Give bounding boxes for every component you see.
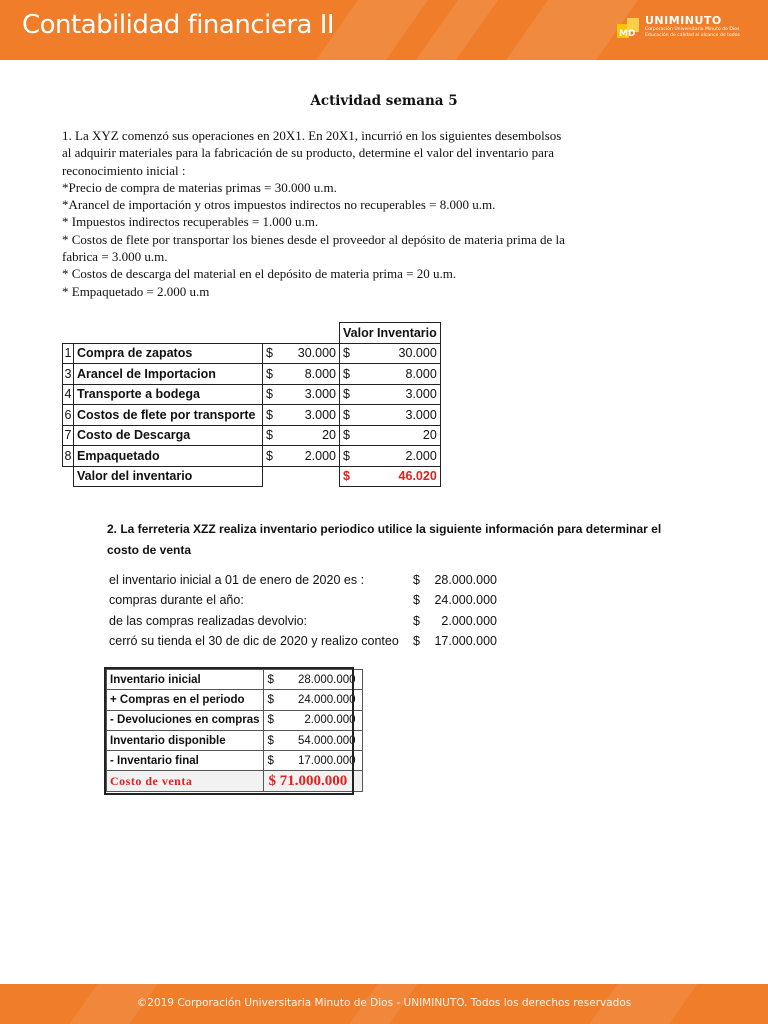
row-number: 4 (63, 384, 74, 405)
currency-sign: $ (263, 670, 285, 690)
row-value: 2.000 (368, 446, 441, 467)
row-value: 8.000 (368, 364, 441, 385)
table-row (63, 425, 441, 446)
row-number: 7 (63, 425, 74, 446)
currency-sign: $ (263, 446, 290, 467)
row-label: Inventario inicial (107, 670, 264, 690)
row-number: 8 (63, 446, 74, 467)
data-amount: 2.000.000 (441, 613, 497, 628)
logo-mark-icon (617, 16, 641, 44)
currency-sign: $ (263, 690, 285, 710)
footer-banner (0, 984, 768, 1024)
row-value: 20 (368, 425, 441, 446)
copyright-text: ©2019 Corporación Universitaria Minuto de Dios - UNIMINUTO. Todos los derechos reservados (136, 997, 632, 1009)
table-row (63, 384, 441, 405)
result-row (107, 771, 363, 791)
currency-sign: $ (340, 364, 368, 385)
currency-sign: $ (263, 751, 285, 771)
cost-of-sales-label: Costo de venta (107, 771, 264, 791)
total-row (63, 466, 441, 487)
data-label: cerró su tienda el 30 de dic de 2020 y realizo conteo (109, 634, 399, 649)
table-row (63, 405, 441, 426)
currency-sign: $ (413, 593, 420, 608)
currency-sign: $ (263, 343, 290, 364)
q1-line: * Impuestos indirectos recuperables = 1.000 u.m. (62, 214, 319, 230)
total-value: 46.020 (368, 466, 441, 487)
currency-sign: $ (340, 466, 368, 487)
currency-sign: $ (263, 384, 290, 405)
logo-mark-text: MD (619, 29, 636, 39)
course-title: Contabilidad financiera II (22, 10, 335, 40)
row-number: 3 (63, 364, 74, 385)
row-cost: 3.000 (289, 384, 340, 405)
logo-subtitle (645, 27, 740, 39)
q1-line: * Costos de flete por transportar los bienes desde el proveedor al depósito de materia prima de la (62, 231, 565, 247)
currency-sign: $ (340, 446, 368, 467)
row-amount: 24.000.000 (285, 690, 363, 710)
table-row (107, 670, 363, 690)
row-number: 6 (63, 405, 74, 426)
data-label: compras durante el año: (109, 593, 244, 608)
q1-line: *Precio de compra de materias primas = 30.000 u.m. (62, 179, 337, 195)
cost-of-sales-value: $ 71.000.000 (263, 771, 362, 791)
row-number: 1 (63, 343, 74, 364)
valor-inventario-header: Valor Inventario (340, 323, 441, 344)
q1-line: 1. La XYZ comenzó sus operaciones en 20X1. En 20X1, incurrió en los siguientes desembolsos (62, 128, 562, 143)
currency-sign: $ (413, 613, 420, 628)
question-1 (62, 127, 662, 300)
row-cost: 8.000 (289, 364, 340, 385)
row-value: 3.000 (368, 384, 441, 405)
q2-line: costo de venta (107, 543, 192, 557)
data-label: el inventario inicial a 01 de enero de 2020 es : (109, 573, 365, 588)
q1-line: * Costos de descarga del material en el depósito de materia prima = 20 u.m. (62, 266, 457, 282)
question-2 (107, 519, 667, 561)
currency-sign: $ (413, 573, 420, 588)
row-cost: 20 (289, 425, 340, 446)
row-amount: 2.000.000 (285, 710, 363, 730)
row-cost: 2.000 (289, 446, 340, 467)
uniminuto-logo (617, 12, 747, 48)
row-label: Inventario disponible (107, 730, 264, 750)
currency-sign: $ (263, 710, 285, 730)
list-item (105, 631, 501, 651)
row-value: 3.000 (368, 405, 441, 426)
currency-sign: $ (413, 634, 420, 649)
total-label: Valor del inventario (74, 466, 263, 487)
data-amount: 28.000.000 (434, 573, 497, 588)
row-label: Transporte a bodega (74, 384, 263, 405)
logo-name: UNIMINUTO (645, 14, 722, 27)
row-cost: 3.000 (289, 405, 340, 426)
table-row (107, 690, 363, 710)
table-row (63, 343, 441, 364)
q1-line: *Arancel de importación y otros impuestos indirectos no recuperables = 8.000 u.m. (62, 197, 496, 213)
currency-sign: $ (340, 343, 368, 364)
data-label: de las compras realizadas devolvio: (109, 613, 308, 628)
currency-sign: $ (340, 425, 368, 446)
currency-sign: $ (263, 405, 290, 426)
cost-of-sales-table (106, 669, 363, 792)
currency-sign: $ (263, 364, 290, 385)
table-row (63, 364, 441, 385)
currency-sign: $ (263, 425, 290, 446)
list-item (105, 570, 501, 590)
row-label: Empaquetado (74, 446, 263, 467)
currency-sign: $ (263, 730, 285, 750)
list-item (105, 590, 501, 610)
header-banner (0, 0, 768, 60)
list-item (105, 611, 501, 631)
currency-sign: $ (340, 384, 368, 405)
document-title: Actividad semana 5 (310, 93, 458, 109)
q2-line: 2. La ferreteria XZZ realiza inventario periodico utilice la siguiente información para determinar el (107, 522, 662, 536)
logo-subtitle-line1: Corporación Universitaria Minuto de Dios (645, 27, 740, 32)
row-value: 30.000 (368, 343, 441, 364)
logo-subtitle-line2: Educación de calidad al alcance de todos (645, 33, 740, 38)
row-cost: 30.000 (289, 343, 340, 364)
row-label: - Devoluciones en compras (107, 710, 264, 730)
row-label: - Inventario final (107, 751, 264, 771)
data-amount: 24.000.000 (434, 593, 497, 608)
q1-line: al adquirir materiales para la fabricación de su producto, determine el valor del inventario para (62, 145, 554, 161)
row-label: Costos de flete por transporte (74, 405, 263, 426)
table-row (107, 751, 363, 771)
row-label: Costo de Descarga (74, 425, 263, 446)
q1-line: fabrica = 3.000 u.m. (62, 249, 168, 265)
inventory-value-table (62, 322, 441, 487)
row-amount: 54.000.000 (285, 730, 363, 750)
currency-sign: $ (340, 405, 368, 426)
data-amount: 17.000.000 (434, 634, 497, 649)
q1-line: * Empaquetado = 2.000 u.m (62, 283, 210, 299)
table-row (107, 710, 363, 730)
table-row (63, 446, 441, 467)
question-2-data (105, 570, 501, 651)
q1-line: reconocimiento inicial : (62, 162, 186, 178)
table-row (107, 730, 363, 750)
row-label: Arancel de Importacion (74, 364, 263, 385)
row-amount: 28.000.000 (285, 670, 363, 690)
row-label: + Compras en el periodo (107, 690, 264, 710)
row-amount: 17.000.000 (285, 751, 363, 771)
row-label: Compra de zapatos (74, 343, 263, 364)
